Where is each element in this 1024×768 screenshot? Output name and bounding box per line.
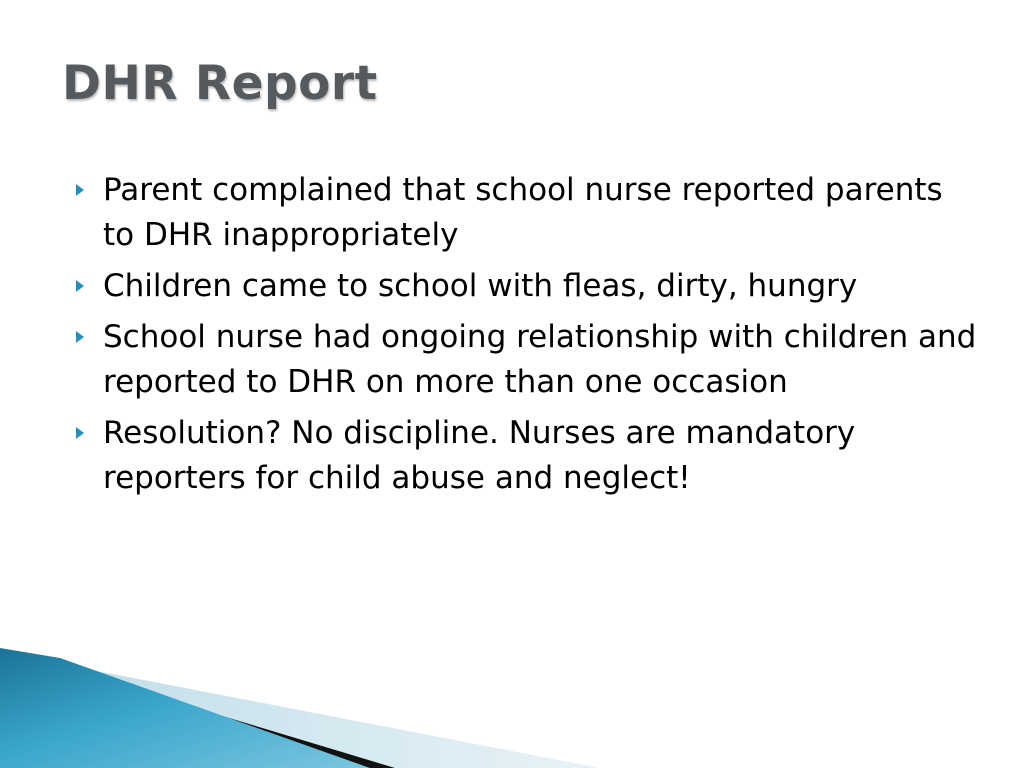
bullet-item [72,411,982,501]
triangle-right-icon [76,280,84,292]
dark-stripe-shape [30,658,395,768]
bullet-text: Parent complained that school nurse reported parents to DHR inappropriately [103,172,943,253]
bullet-item [72,264,982,309]
bullet-item [72,315,982,405]
bullet-list [72,168,982,507]
bullet-text: Children came to school with fleas, dirty, hungry [103,268,858,304]
triangle-right-icon [76,331,84,343]
bullet-item [72,168,982,258]
blue-wedge-shape [0,648,370,768]
triangle-right-icon [76,427,84,439]
bullet-text: Resolution? No discipline. Nurses are mandatory reporters for child abuse and neglect! [103,415,856,496]
light-band-shape [40,660,600,768]
slide-title: DHR Report [62,56,378,111]
bullet-text: School nurse had ongoing relationship with children and reported to DHR on more than one occasion [103,319,977,400]
triangle-right-icon [76,184,84,196]
